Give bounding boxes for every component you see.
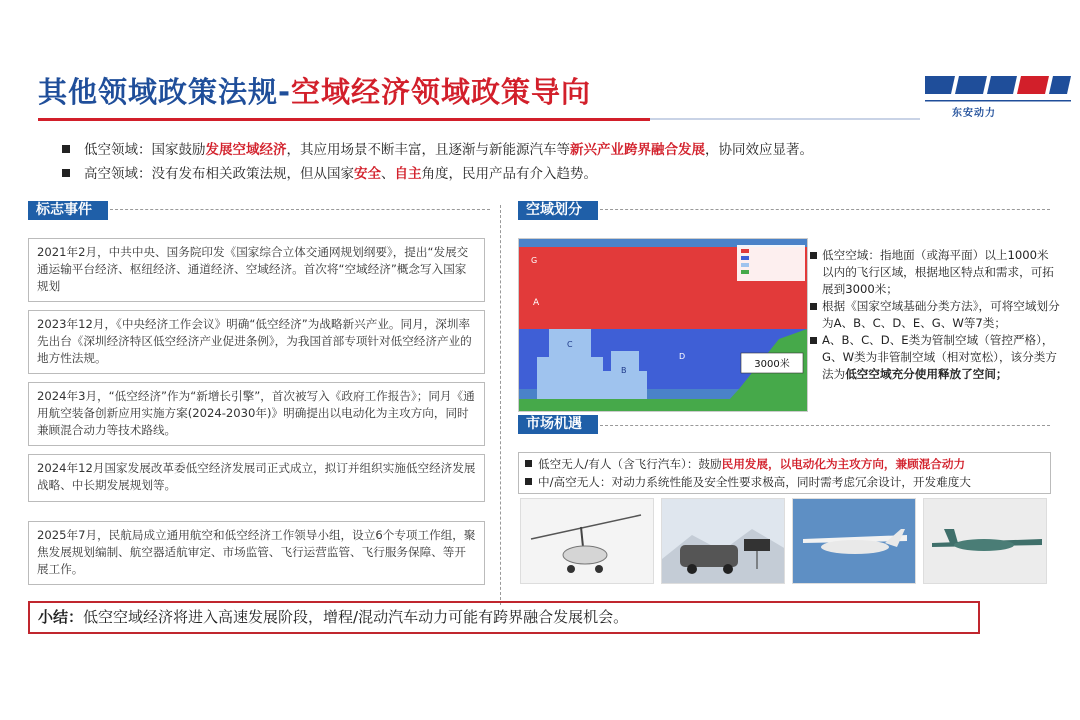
column-divider	[500, 205, 501, 605]
event-box-2024-03: 2024年3月，“低空经济”作为“新增长引擎”，首次被写入《政府工作报告》；同月《通用航空装备创新应用实施方案(2024-2030年)》明确提出以电动化为主攻方向，同时兼顾混合动力等技术路线。	[28, 382, 485, 446]
company-logo	[925, 72, 1075, 120]
class-label-d: D	[679, 352, 686, 361]
bullet-low-altitude: 低空领域：国家鼓励发展空域经济，其应用场景不断丰富，且逐渐与新能源汽车等新兴产业跨界融合发展，协同效应显著。	[62, 138, 813, 158]
drone-icon	[924, 499, 1047, 584]
airspace-note: A、B、C、D、E类为管制空域（管控严格），G、W类为非管制空域（相对宽松），该分类方法为低空空域充分使用释放了空间；	[810, 332, 1060, 383]
market-line-high: 中/高空无人：对动力系统性能及安全性要求极高，同时需考虑冗余设计，开发难度大	[525, 473, 1044, 491]
flying-car-icon	[662, 499, 785, 584]
photo-light-aircraft	[792, 498, 916, 584]
airspace-note: 根据《国家空域基础分类方法》，可将空域划分为A、B、C、D、E、G、W等7类；	[810, 298, 1060, 332]
summary-box	[28, 601, 980, 634]
summary-text: 低空空域经济将进入高速发展阶段，增程/混动汽车动力可能有跨界融合发展机会。	[83, 608, 629, 626]
market-opportunities-box	[518, 452, 1051, 494]
class-label-g: G	[531, 256, 538, 265]
section-divider	[600, 209, 1050, 211]
bullet-square-icon	[62, 145, 70, 153]
logo-company-name: 东安动力	[952, 108, 996, 119]
title-part2: 空域经济领域政策导向	[291, 75, 592, 109]
gyrocopter-icon	[521, 499, 654, 584]
bullet-high-altitude: 高空领域：没有发布相关政策法规，但从国家安全、自主角度，民用产品有介入趋势。	[62, 162, 597, 182]
class-label-b: B	[621, 366, 627, 375]
section-header-airspace: 空域划分	[518, 201, 598, 220]
airspace-note: 低空空域：指地面（或海平面）以上1000米以内的飞行区域，根据地区特点和需求，可拓展到3000米；	[810, 247, 1060, 298]
section-header-market: 市场机遇	[518, 415, 598, 434]
section-divider	[110, 209, 490, 211]
photo-gyrocopter	[520, 498, 654, 584]
event-box-2024-12: 2024年12月国家发展改革委低空经济发展司正式成立，拟订并组织实施低空经济发展战略、中长期发展规划等。	[28, 454, 485, 502]
title-rule-secondary	[650, 118, 920, 120]
photo-flying-car	[661, 498, 785, 584]
event-box-2023: 2023年12月，《中央经济工作会议》明确“低空经济”为战略新兴产业。同月，深圳率先出台《深圳经济特区低空经济产业促进条例》，为我国首部专项针对低空经济产业的地方性法规。	[28, 310, 485, 374]
event-box-2021: 2021年2月，中共中央、国务院印发《国家综合立体交通网规划纲要》，提出“发展交通运输平台经济、枢纽经济、通道经济、空域经济。首次将“空域经济”概念写入国家规划	[28, 238, 485, 302]
airspace-classification-diagram	[518, 238, 808, 412]
section-header-events: 标志事件	[28, 201, 108, 220]
section-divider	[600, 425, 1050, 427]
event-box-2025: 2025年7月，民航局成立通用航空和低空经济工作领导小组，设立6个专项工作组，聚焦发展规划编制、航空器适航审定、市场监管、飞行运营监管、飞行服务保障、等开展工作。	[28, 521, 485, 585]
class-label-a: A	[533, 298, 540, 308]
photo-drone	[923, 498, 1047, 584]
page-title	[38, 70, 591, 111]
airspace-notes	[810, 247, 1060, 383]
title-part1: 其他领域政策法规-	[38, 75, 292, 109]
altitude-label: 3000米	[754, 359, 790, 370]
market-line-low: 低空无人/有人（含飞行汽车）：鼓励民用发展，以电动化为主攻方向，兼顾混合动力	[525, 455, 1044, 473]
title-rule	[38, 118, 650, 121]
bullet-square-icon	[62, 169, 70, 177]
class-label-c: C	[567, 340, 573, 349]
summary-label: 小结：	[38, 608, 84, 626]
aircraft-icon	[793, 499, 916, 584]
